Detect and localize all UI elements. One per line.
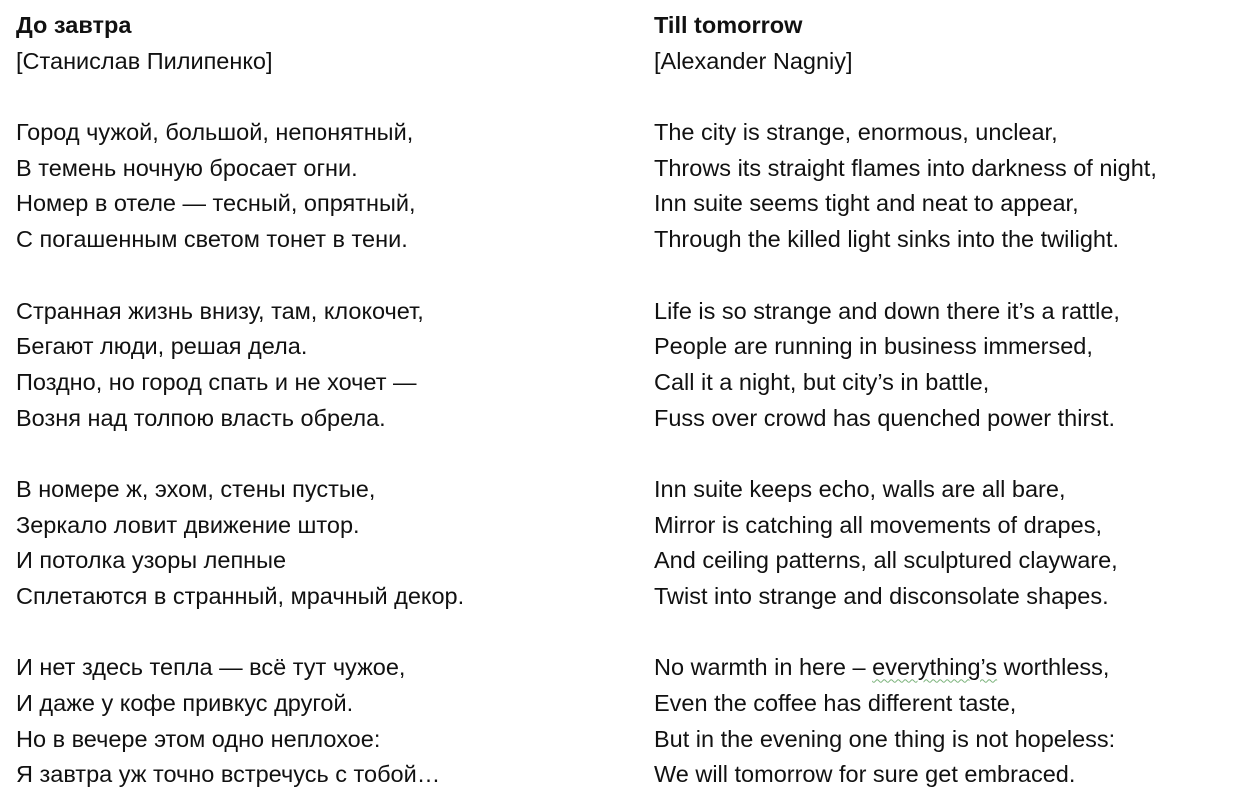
poem-line: But in the evening one thing is not hopeless: [654,725,1116,752]
poem-author: [Alexander Nagniy] [654,47,853,74]
poem-author: [Станислав Пилипенко] [16,47,273,74]
poem-line: Through the killed light sinks into the twilight. [654,226,1120,253]
stanza-gap [654,615,1239,651]
poem-line [654,650,1239,686]
stanza-1 [16,115,616,258]
poem-line: Inn suite keeps echo, walls are all bare, [654,475,1066,502]
poem-line: Mirror is catching all movements of drapes, [654,511,1102,538]
poem-line: Номер в отеле — тесный, опрятный, [16,190,416,217]
poem-line: People are running in business immersed, [654,333,1093,360]
poem-line: В темень ночную бросает огни. [16,154,358,181]
poem-title: Till tomorrow [654,12,803,38]
poem-line: Even the coffee has different taste, [654,690,1017,717]
poem-line: The city is strange, enormous, unclear, [654,119,1058,146]
stanza-gap [654,436,1239,472]
poem-line: Город чужой, большой, непонятный, [16,119,414,146]
stanza-2 [654,294,1239,437]
poem-line: И нет здесь тепла — всё тут чужое, [16,654,406,681]
stanza-4 [16,650,616,793]
poem-line-start: No warmth in here – [654,654,866,681]
poem-line: Возня над толпою власть обрела. [16,404,386,431]
poem-line: И даже у кофе привкус другой. [16,690,354,717]
poem-line: Сплетаются в странный, мрачный декор. [16,583,465,609]
russian-poem [16,8,616,793]
poem-line: Inn suite seems tight and neat to appear, [654,190,1079,217]
poem-line: Call it a night, but city’s in battle, [654,368,990,395]
poem-line: Life is so strange and down there it’s a rattle, [654,297,1120,324]
stanza-3 [16,472,616,615]
stanza-gap [654,258,1239,294]
poem-line: Зеркало ловит движение штор. [16,511,360,538]
poem-line: И потолка узоры лепные [16,547,287,574]
stanza-2 [16,294,616,437]
poem-title: До завтра [16,12,132,38]
poem-line: Странная жизнь внизу, там, клокочет, [16,297,424,324]
spellcheck-flagged-word: everything’s [872,654,998,681]
poem-line: Поздно, но город спать и не хочет — [16,368,417,395]
poem-line: Throws its straight flames into darkness of night, [654,154,1157,181]
poem-line-end: worthless, [1003,654,1110,681]
poem-line: Но в вечере этом одно неплохое: [16,725,381,752]
poem-line: And ceiling patterns, all sculptured clayware, [654,547,1118,574]
stanza-3 [654,472,1239,615]
poem-line: Fuss over crowd has quenched power thirst. [654,404,1116,431]
stanza-gap [654,79,1239,115]
poem-line: We will tomorrow for sure get embraced. [654,761,1076,788]
stanza-gap [16,615,616,651]
english-poem [654,8,1239,793]
poem-line: Бегают люди, решая дела. [16,333,308,360]
poem-line: В номере ж, эхом, стены пустые, [16,475,376,502]
poem-line: С погашенным светом тонет в тени. [16,226,408,253]
stanza-gap [16,79,616,115]
poem-line: Twist into strange and disconsolate shapes. [654,583,1109,609]
poem-line: Я завтра уж точно встречусь с тобой… [16,761,441,788]
stanza-gap [16,436,616,472]
stanza-4 [654,650,1239,793]
stanza-gap [16,258,616,294]
stanza-1 [654,115,1239,258]
